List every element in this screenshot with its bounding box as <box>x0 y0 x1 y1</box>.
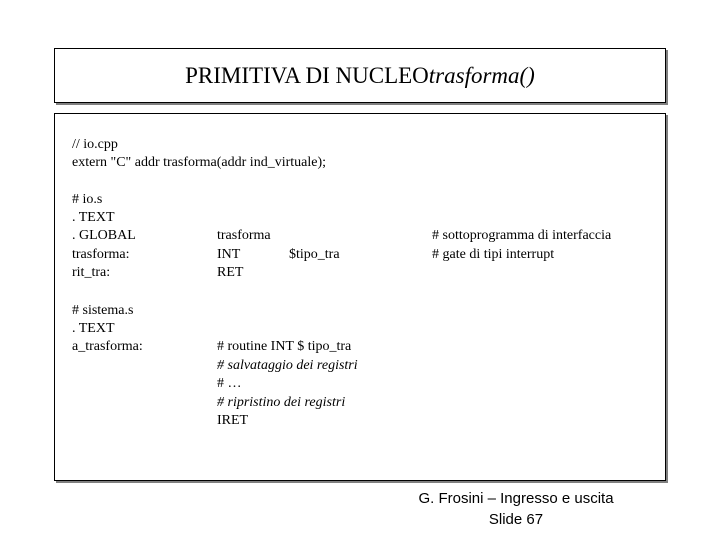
io-s-int-operand: $tipo_tra <box>289 247 340 262</box>
io-s-label-trasforma: trasforma: <box>72 247 130 262</box>
io-s-global-directive: . GLOBAL <box>72 228 136 243</box>
code-panel <box>54 113 666 481</box>
sistema-s-comment: # sistema.s <box>72 303 134 318</box>
footer-author: G. Frosini – Ingresso e uscita <box>418 490 614 507</box>
io-s-int-instruction: INT <box>217 247 241 262</box>
sistema-s-routine-comment: # routine INT $ tipo_tra <box>217 339 352 354</box>
cpp-extern-declaration: extern "C" addr trasforma(addr ind_virtuale); <box>72 155 327 170</box>
io-s-interface-comment: # sottoprogramma di interfaccia <box>432 228 612 243</box>
cpp-comment: // io.cpp <box>72 137 118 152</box>
sistema-s-restore-registers: # ripristino dei registri <box>217 395 346 410</box>
io-s-label-rit-tra: rit_tra: <box>72 265 111 280</box>
slide-title <box>54 48 666 103</box>
io-s-gate-comment: # gate di tipi interrupt <box>432 247 555 262</box>
io-s-text-directive: . TEXT <box>72 210 115 225</box>
sistema-s-label-a-trasforma: a_trasforma: <box>72 339 143 354</box>
sistema-s-text-directive: . TEXT <box>72 321 115 336</box>
io-s-comment: # io.s <box>72 192 103 207</box>
slide-footer <box>396 488 636 530</box>
io-s-global-symbol: trasforma <box>217 228 271 243</box>
sistema-s-iret-instruction: IRET <box>217 413 249 428</box>
slide-number: Slide 67 <box>488 511 544 528</box>
sistema-s-save-registers: # salvataggio dei registri <box>217 358 358 373</box>
title-text: PRIMITIVA DI NUCLEO <box>185 63 429 88</box>
title-function: trasforma() <box>428 63 535 88</box>
io-s-ret-instruction: RET <box>217 265 244 280</box>
sistema-s-ellipsis: # … <box>217 376 242 391</box>
